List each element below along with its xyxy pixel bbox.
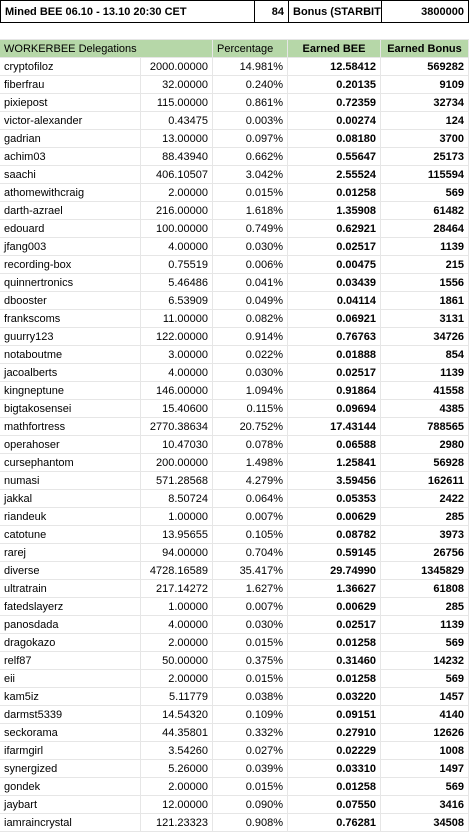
percentage-cell[interactable]: 4.279% (213, 472, 288, 490)
delegator-name-cell[interactable]: athomewithcraig (0, 184, 141, 202)
earned-bee-cell[interactable]: 0.02517 (288, 238, 381, 256)
percentage-cell[interactable]: 0.006% (213, 256, 288, 274)
delegated-amount-cell[interactable]: 5.46486 (141, 274, 213, 292)
table-row (0, 184, 469, 202)
percentage-cell[interactable]: 0.007% (213, 508, 288, 526)
delegator-name-cell[interactable]: dragokazo (0, 634, 141, 652)
delegator-name-cell[interactable]: bigtakosensei (0, 400, 141, 418)
percentage-cell[interactable]: 0.030% (213, 616, 288, 634)
percentage-cell[interactable]: 0.090% (213, 796, 288, 814)
delegated-amount-cell[interactable]: 121.23323 (141, 814, 213, 832)
table-row (0, 166, 469, 184)
percentage-cell[interactable]: 0.003% (213, 112, 288, 130)
summary-row (0, 0, 469, 18)
earned-bonus-cell[interactable]: 1139 (381, 364, 469, 382)
delegator-name-cell[interactable]: panosdada (0, 616, 141, 634)
delegated-amount-cell[interactable]: 4.00000 (141, 364, 213, 382)
table-row (0, 238, 469, 256)
delegated-amount-cell[interactable]: 3.54260 (141, 742, 213, 760)
earned-bee-cell[interactable]: 0.05353 (288, 490, 381, 508)
earned-bonus-cell[interactable]: 3416 (381, 796, 469, 814)
earned-bonus-cell[interactable]: 1861 (381, 292, 469, 310)
earned-bee-cell[interactable]: 0.27910 (288, 724, 381, 742)
earned-bee-cell[interactable]: 0.00475 (288, 256, 381, 274)
delegated-amount-cell[interactable]: 406.10507 (141, 166, 213, 184)
earned-bonus-cell[interactable]: 61482 (381, 202, 469, 220)
delegated-amount-cell[interactable]: 13.00000 (141, 130, 213, 148)
delegator-name-cell[interactable]: catotune (0, 526, 141, 544)
table-row (0, 130, 469, 148)
delegated-amount-cell[interactable]: 217.14272 (141, 580, 213, 598)
earned-bonus-cell[interactable]: 4385 (381, 400, 469, 418)
table-row (0, 94, 469, 112)
percentage-cell[interactable]: 0.030% (213, 238, 288, 256)
earned-bee-cell[interactable]: 12.58412 (288, 58, 381, 76)
table-row (0, 814, 469, 832)
earned-bonus-cell[interactable]: 4140 (381, 706, 469, 724)
earned-bonus-cell[interactable]: 285 (381, 508, 469, 526)
delegated-amount-cell[interactable]: 0.43475 (141, 112, 213, 130)
delegated-amount-cell[interactable]: 216.00000 (141, 202, 213, 220)
table-row (0, 526, 469, 544)
delegator-name-cell[interactable]: darmst5339 (0, 706, 141, 724)
earned-bee-cell[interactable]: 0.55647 (288, 148, 381, 166)
earned-bonus-cell[interactable]: 56928 (381, 454, 469, 472)
percentage-cell[interactable]: 0.749% (213, 220, 288, 238)
delegator-name-cell[interactable]: diverse (0, 562, 141, 580)
delegated-amount-cell[interactable]: 2000.00000 (141, 58, 213, 76)
table-row (0, 778, 469, 796)
earned-bee-cell[interactable]: 0.02517 (288, 364, 381, 382)
delegated-amount-cell[interactable]: 2.00000 (141, 670, 213, 688)
delegated-amount-cell[interactable]: 94.00000 (141, 544, 213, 562)
delegated-amount-cell[interactable]: 44.35801 (141, 724, 213, 742)
delegator-name-cell[interactable]: kingneptune (0, 382, 141, 400)
earned-bee-cell[interactable]: 0.20135 (288, 76, 381, 94)
earned-bee-cell[interactable]: 0.06921 (288, 310, 381, 328)
earned-bee-cell[interactable]: 2.55524 (288, 166, 381, 184)
delegated-amount-cell[interactable]: 122.00000 (141, 328, 213, 346)
percentage-cell[interactable]: 0.038% (213, 688, 288, 706)
earned-bee-cell[interactable]: 0.72359 (288, 94, 381, 112)
percentage-cell[interactable]: 0.015% (213, 634, 288, 652)
delegator-name-cell[interactable]: riandeuk (0, 508, 141, 526)
earned-bonus-cell[interactable]: 569 (381, 184, 469, 202)
table-row (0, 274, 469, 292)
earned-bonus-cell[interactable]: 569 (381, 634, 469, 652)
delegated-amount-cell[interactable]: 11.00000 (141, 310, 213, 328)
delegator-name-cell[interactable]: cursephantom (0, 454, 141, 472)
delegator-name-cell[interactable]: jacoalberts (0, 364, 141, 382)
delegated-amount-cell[interactable]: 2.00000 (141, 634, 213, 652)
earned-bee-cell[interactable]: 0.09151 (288, 706, 381, 724)
earned-bee-cell[interactable]: 1.25841 (288, 454, 381, 472)
table-row (0, 724, 469, 742)
delegator-name-cell[interactable]: fatedslayerz (0, 598, 141, 616)
delegated-amount-cell[interactable]: 6.53909 (141, 292, 213, 310)
delegated-amount-cell[interactable]: 4728.16589 (141, 562, 213, 580)
table-row (0, 634, 469, 652)
percentage-cell[interactable]: 20.752% (213, 418, 288, 436)
table-row (0, 760, 469, 778)
percentage-cell[interactable]: 0.039% (213, 760, 288, 778)
earned-bonus-cell[interactable]: 9109 (381, 76, 469, 94)
delegated-amount-cell[interactable]: 14.54320 (141, 706, 213, 724)
percentage-cell[interactable]: 0.082% (213, 310, 288, 328)
earned-bonus-cell[interactable]: 32734 (381, 94, 469, 112)
earned-bee-cell[interactable]: 3.59456 (288, 472, 381, 490)
empty-row (0, 23, 469, 40)
percentage-cell[interactable]: 0.097% (213, 130, 288, 148)
header-earned-bonus[interactable]: Earned Bonus (381, 40, 469, 58)
percentage-cell[interactable]: 0.030% (213, 364, 288, 382)
delegated-amount-cell[interactable]: 115.00000 (141, 94, 213, 112)
earned-bonus-cell[interactable]: 1139 (381, 238, 469, 256)
header-row (0, 40, 469, 58)
delegator-name-cell[interactable]: mathfortress (0, 418, 141, 436)
delegator-name-cell[interactable]: rarej (0, 544, 141, 562)
earned-bee-cell[interactable]: 0.09694 (288, 400, 381, 418)
earned-bee-cell[interactable]: 0.03310 (288, 760, 381, 778)
delegated-amount-cell[interactable]: 10.47030 (141, 436, 213, 454)
delegator-name-cell[interactable]: jaybart (0, 796, 141, 814)
percentage-cell[interactable]: 1.498% (213, 454, 288, 472)
table-row (0, 544, 469, 562)
delegator-name-cell[interactable]: guurry123 (0, 328, 141, 346)
percentage-cell[interactable]: 0.375% (213, 652, 288, 670)
table-row (0, 652, 469, 670)
earned-bee-cell[interactable]: 0.08782 (288, 526, 381, 544)
earned-bonus-cell[interactable]: 788565 (381, 418, 469, 436)
delegated-amount-cell[interactable]: 100.00000 (141, 220, 213, 238)
earned-bee-cell[interactable]: 0.08180 (288, 130, 381, 148)
earned-bee-cell[interactable]: 0.03439 (288, 274, 381, 292)
table-row (0, 76, 469, 94)
table-row (0, 796, 469, 814)
earned-bonus-cell[interactable]: 61808 (381, 580, 469, 598)
earned-bonus-cell[interactable]: 28464 (381, 220, 469, 238)
earned-bonus-cell[interactable]: 854 (381, 346, 469, 364)
delegator-name-cell[interactable]: fiberfrau (0, 76, 141, 94)
table-row (0, 706, 469, 724)
delegated-amount-cell[interactable]: 4.00000 (141, 616, 213, 634)
earned-bonus-cell[interactable]: 26756 (381, 544, 469, 562)
delegated-amount-cell[interactable]: 4.00000 (141, 238, 213, 256)
earned-bee-cell[interactable]: 0.07550 (288, 796, 381, 814)
percentage-cell[interactable]: 0.007% (213, 598, 288, 616)
delegated-amount-cell[interactable]: 3.00000 (141, 346, 213, 364)
earned-bee-cell[interactable]: 0.59145 (288, 544, 381, 562)
earned-bee-cell[interactable]: 0.31460 (288, 652, 381, 670)
earned-bee-cell[interactable]: 0.00629 (288, 598, 381, 616)
table-row (0, 148, 469, 166)
percentage-cell[interactable]: 3.042% (213, 166, 288, 184)
header-earned-bee[interactable]: Earned BEE (288, 40, 381, 58)
percentage-cell[interactable]: 0.078% (213, 436, 288, 454)
earned-bee-cell[interactable]: 0.76763 (288, 328, 381, 346)
earned-bonus-cell[interactable]: 569 (381, 778, 469, 796)
earned-bee-cell[interactable]: 29.74990 (288, 562, 381, 580)
delegator-name-cell[interactable]: pixiepost (0, 94, 141, 112)
delegator-name-cell[interactable]: saachi (0, 166, 141, 184)
table-row (0, 580, 469, 598)
table-row (0, 58, 469, 76)
percentage-cell[interactable]: 0.049% (213, 292, 288, 310)
earned-bonus-cell[interactable]: 569282 (381, 58, 469, 76)
table-row (0, 202, 469, 220)
delegator-name-cell[interactable]: ifarmgirl (0, 742, 141, 760)
delegator-name-cell[interactable]: edouard (0, 220, 141, 238)
earned-bee-cell[interactable]: 0.91864 (288, 382, 381, 400)
delegated-amount-cell[interactable]: 50.00000 (141, 652, 213, 670)
delegated-amount-cell[interactable]: 2.00000 (141, 184, 213, 202)
earned-bonus-cell[interactable]: 34508 (381, 814, 469, 832)
table-row (0, 490, 469, 508)
earned-bee-cell[interactable]: 0.01258 (288, 634, 381, 652)
earned-bonus-cell[interactable]: 1497 (381, 760, 469, 778)
delegator-name-cell[interactable]: jakkal (0, 490, 141, 508)
delegated-amount-cell[interactable]: 32.00000 (141, 76, 213, 94)
delegator-name-cell[interactable]: quinnertronics (0, 274, 141, 292)
percentage-cell[interactable]: 0.027% (213, 742, 288, 760)
percentage-cell[interactable]: 14.981% (213, 58, 288, 76)
earned-bonus-cell[interactable]: 12626 (381, 724, 469, 742)
delegator-name-cell[interactable]: iamraincrystal (0, 814, 141, 832)
bonus-label[interactable]: Bonus (STARBIT (288, 0, 381, 23)
table-row (0, 346, 469, 364)
delegated-amount-cell[interactable]: 2770.38634 (141, 418, 213, 436)
earned-bee-cell[interactable]: 0.04114 (288, 292, 381, 310)
percentage-cell[interactable]: 0.015% (213, 670, 288, 688)
earned-bonus-cell[interactable]: 1139 (381, 616, 469, 634)
earned-bonus-cell[interactable]: 1556 (381, 274, 469, 292)
table-row (0, 472, 469, 490)
earned-bonus-cell[interactable]: 285 (381, 598, 469, 616)
percentage-cell[interactable]: 0.914% (213, 328, 288, 346)
delegator-name-cell[interactable]: notaboutme (0, 346, 141, 364)
earned-bee-cell[interactable]: 1.35908 (288, 202, 381, 220)
earned-bee-cell[interactable]: 0.76281 (288, 814, 381, 832)
bonus-value[interactable]: 3800000 (381, 0, 469, 23)
percentage-cell[interactable]: 0.041% (213, 274, 288, 292)
table-row (0, 400, 469, 418)
percentage-cell[interactable]: 0.861% (213, 94, 288, 112)
delegated-amount-cell[interactable]: 13.95655 (141, 526, 213, 544)
delegated-amount-cell[interactable]: 1.00000 (141, 508, 213, 526)
table-row (0, 256, 469, 274)
table-row (0, 508, 469, 526)
delegator-name-cell[interactable]: kam5iz (0, 688, 141, 706)
delegator-name-cell[interactable]: seckorama (0, 724, 141, 742)
delegated-amount-cell[interactable]: 1.00000 (141, 598, 213, 616)
table-row (0, 112, 469, 130)
earned-bee-cell[interactable]: 0.01258 (288, 778, 381, 796)
table-row (0, 688, 469, 706)
delegated-amount-cell[interactable]: 2.00000 (141, 778, 213, 796)
delegated-amount-cell[interactable]: 15.40600 (141, 400, 213, 418)
delegator-name-cell[interactable]: jfang003 (0, 238, 141, 256)
earned-bonus-cell[interactable]: 3131 (381, 310, 469, 328)
earned-bonus-cell[interactable]: 115594 (381, 166, 469, 184)
earned-bee-cell[interactable]: 0.00274 (288, 112, 381, 130)
earned-bonus-cell[interactable]: 569 (381, 670, 469, 688)
percentage-cell[interactable]: 0.115% (213, 400, 288, 418)
delegated-amount-cell[interactable]: 12.00000 (141, 796, 213, 814)
table-row (0, 454, 469, 472)
percentage-cell[interactable]: 0.015% (213, 778, 288, 796)
delegated-amount-cell[interactable]: 0.75519 (141, 256, 213, 274)
delegator-name-cell[interactable]: cryptofiloz (0, 58, 141, 76)
earned-bee-cell[interactable]: 0.02517 (288, 616, 381, 634)
earned-bonus-cell[interactable]: 25173 (381, 148, 469, 166)
earned-bee-cell[interactable]: 1.36627 (288, 580, 381, 598)
delegated-amount-cell[interactable]: 5.11779 (141, 688, 213, 706)
mined-label[interactable]: Mined BEE 06.10 - 13.10 20:30 CET (0, 0, 254, 23)
header-delegations[interactable]: WORKERBEE Delegations (0, 40, 213, 58)
table-row (0, 598, 469, 616)
percentage-cell[interactable]: 1.627% (213, 580, 288, 598)
earned-bee-cell[interactable]: 0.01258 (288, 184, 381, 202)
percentage-cell[interactable]: 35.417% (213, 562, 288, 580)
earned-bonus-cell[interactable]: 215 (381, 256, 469, 274)
earned-bonus-cell[interactable]: 2980 (381, 436, 469, 454)
earned-bee-cell[interactable]: 0.62921 (288, 220, 381, 238)
delegated-amount-cell[interactable]: 88.43940 (141, 148, 213, 166)
percentage-cell[interactable]: 1.094% (213, 382, 288, 400)
earned-bee-cell[interactable]: 0.00629 (288, 508, 381, 526)
earned-bonus-cell[interactable]: 162611 (381, 472, 469, 490)
earned-bonus-cell[interactable]: 41558 (381, 382, 469, 400)
percentage-cell[interactable]: 0.240% (213, 76, 288, 94)
table-row (0, 562, 469, 580)
percentage-cell[interactable]: 0.022% (213, 346, 288, 364)
delegator-name-cell[interactable]: recording-box (0, 256, 141, 274)
delegator-name-cell[interactable]: numasi (0, 472, 141, 490)
earned-bonus-cell[interactable]: 1345829 (381, 562, 469, 580)
percentage-cell[interactable]: 1.618% (213, 202, 288, 220)
delegator-name-cell[interactable]: operahoser (0, 436, 141, 454)
percentage-cell[interactable]: 0.704% (213, 544, 288, 562)
table-row (0, 364, 469, 382)
table-row (0, 382, 469, 400)
earned-bee-cell[interactable]: 0.01258 (288, 670, 381, 688)
table-row (0, 670, 469, 688)
delegator-name-cell[interactable]: eii (0, 670, 141, 688)
earned-bee-cell[interactable]: 17.43144 (288, 418, 381, 436)
percentage-cell[interactable]: 0.105% (213, 526, 288, 544)
delegator-name-cell[interactable]: achim03 (0, 148, 141, 166)
earned-bee-cell[interactable]: 0.03220 (288, 688, 381, 706)
earned-bonus-cell[interactable]: 1008 (381, 742, 469, 760)
delegator-name-cell[interactable]: ultratrain (0, 580, 141, 598)
earned-bonus-cell[interactable]: 3973 (381, 526, 469, 544)
table-row (0, 418, 469, 436)
delegated-amount-cell[interactable]: 571.28568 (141, 472, 213, 490)
percentage-cell[interactable]: 0.064% (213, 490, 288, 508)
delegated-amount-cell[interactable]: 8.50724 (141, 490, 213, 508)
earned-bonus-cell[interactable]: 3700 (381, 130, 469, 148)
percentage-cell[interactable]: 0.908% (213, 814, 288, 832)
table-row (0, 742, 469, 760)
earned-bonus-cell[interactable]: 124 (381, 112, 469, 130)
earned-bonus-cell[interactable]: 14232 (381, 652, 469, 670)
table-row (0, 310, 469, 328)
earned-bee-cell[interactable]: 0.06588 (288, 436, 381, 454)
table-row (0, 328, 469, 346)
earned-bonus-cell[interactable]: 34726 (381, 328, 469, 346)
mined-value[interactable]: 84 (254, 0, 288, 23)
delegator-name-cell[interactable]: darth-azrael (0, 202, 141, 220)
delegator-name-cell[interactable]: relf87 (0, 652, 141, 670)
delegated-amount-cell[interactable]: 200.00000 (141, 454, 213, 472)
table-row (0, 616, 469, 634)
earned-bee-cell[interactable]: 0.01888 (288, 346, 381, 364)
header-percentage[interactable]: Percentage (213, 40, 288, 58)
delegator-name-cell[interactable]: frankscoms (0, 310, 141, 328)
delegator-name-cell[interactable]: synergized (0, 760, 141, 778)
delegated-amount-cell[interactable]: 5.26000 (141, 760, 213, 778)
percentage-cell[interactable]: 0.332% (213, 724, 288, 742)
delegator-name-cell[interactable]: victor-alexander (0, 112, 141, 130)
earned-bonus-cell[interactable]: 1457 (381, 688, 469, 706)
delegated-amount-cell[interactable]: 146.00000 (141, 382, 213, 400)
percentage-cell[interactable]: 0.015% (213, 184, 288, 202)
delegator-name-cell[interactable]: dbooster (0, 292, 141, 310)
delegator-name-cell[interactable]: gondek (0, 778, 141, 796)
earned-bee-cell[interactable]: 0.02229 (288, 742, 381, 760)
earned-bonus-cell[interactable]: 2422 (381, 490, 469, 508)
percentage-cell[interactable]: 0.109% (213, 706, 288, 724)
delegator-name-cell[interactable]: gadrian (0, 130, 141, 148)
table-row (0, 220, 469, 238)
table-row (0, 292, 469, 310)
table-row (0, 436, 469, 454)
percentage-cell[interactable]: 0.662% (213, 148, 288, 166)
